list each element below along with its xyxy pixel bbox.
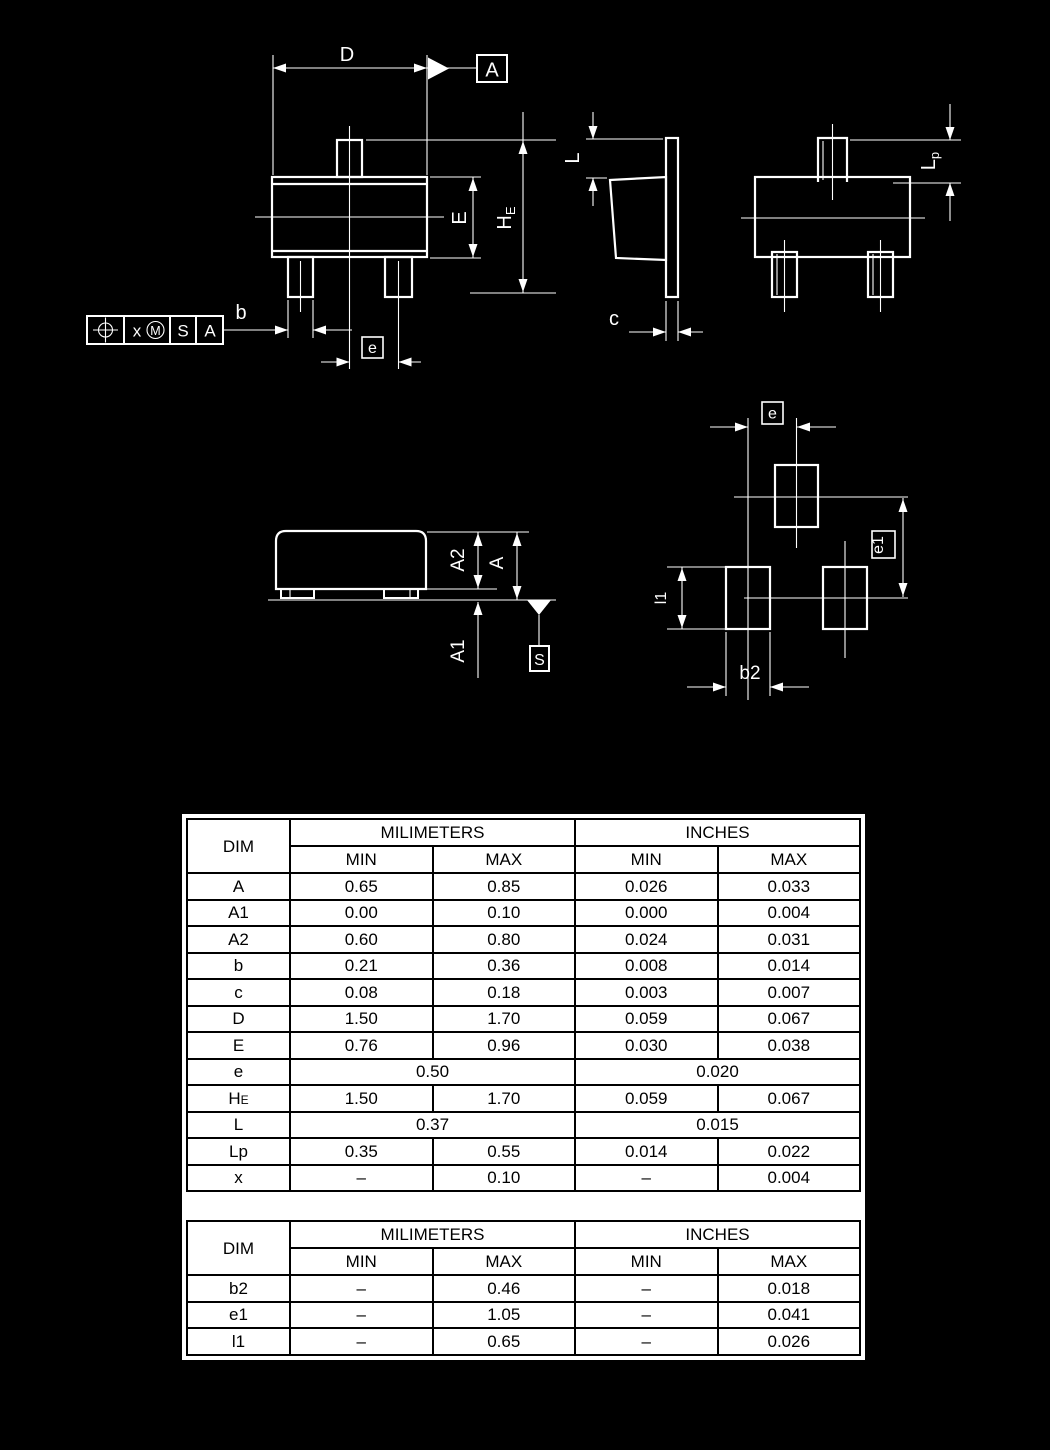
table-cell: 0.65: [290, 873, 433, 900]
table-cell: –: [290, 1275, 433, 1302]
header-mm-min: MIN: [290, 1248, 433, 1275]
dim-label-e: e: [368, 340, 377, 357]
table-header-row: [187, 1221, 860, 1248]
table-cell: 0.76: [290, 1032, 433, 1059]
side-view: [562, 112, 703, 341]
dimension-fp-e: [710, 402, 836, 432]
table-cell: 0.022: [718, 1138, 861, 1165]
table-cell: b2: [187, 1275, 290, 1302]
table-cell: 0.038: [718, 1032, 861, 1059]
table-row: [187, 953, 860, 980]
dim-label-c: c: [609, 308, 619, 330]
table-cell: l1: [187, 1328, 290, 1355]
table-cell: 0.000: [575, 900, 718, 927]
table-row: [187, 1006, 860, 1033]
table-row: [187, 1275, 860, 1302]
table-cell: A2: [187, 926, 290, 953]
table-row: [187, 1059, 860, 1086]
table-row: [187, 1138, 860, 1165]
dim-label-A2: A2: [448, 548, 469, 572]
table-cell: 0.030: [575, 1032, 718, 1059]
dim-label-Lp: $L_p$: [918, 151, 942, 171]
datum-a-label: A: [485, 59, 499, 82]
dim-label-E: E: [449, 211, 471, 225]
table-cell: 0.024: [575, 926, 718, 953]
header-in-max: MAX: [718, 846, 861, 873]
table-cell: 0.65: [433, 1328, 576, 1355]
table-cell: 1.50: [290, 1006, 433, 1033]
table-row: [187, 979, 860, 1006]
table-cell: 0.020: [575, 1059, 860, 1086]
header-dim: DIM: [187, 1221, 290, 1275]
header-inches: INCHES: [575, 1221, 860, 1248]
table-cell: 0.18: [433, 979, 576, 1006]
dimension-table-sheet-1: [182, 814, 865, 1216]
table-cell: A: [187, 873, 290, 900]
table-cell: 0.004: [718, 900, 861, 927]
table-cell: 0.55: [433, 1138, 576, 1165]
dim-label-b2: b2: [739, 663, 761, 684]
datum-s-label: S: [534, 652, 545, 669]
table-row: [187, 1165, 860, 1192]
header-mm-max: MAX: [433, 1248, 576, 1275]
table-cell: 1.05: [433, 1302, 576, 1329]
table-cell: –: [290, 1165, 433, 1192]
dimension-b: [224, 300, 352, 338]
dim-label-A: A: [487, 556, 508, 570]
table-row: [187, 926, 860, 953]
dimension-A1: [448, 602, 483, 678]
header-dim: DIM: [187, 819, 290, 873]
table-row: [187, 873, 860, 900]
dim-label-A1: A1: [448, 639, 469, 663]
table-cell: 0.85: [433, 873, 576, 900]
table-cell: 0.014: [718, 953, 861, 980]
table-cell: 0.60: [290, 926, 433, 953]
header-in-min: MIN: [575, 1248, 718, 1275]
table-header-row: [187, 819, 860, 846]
table-row: [187, 1085, 860, 1112]
table-cell: –: [290, 1302, 433, 1329]
position-tolerance-frame: [87, 316, 223, 344]
dimension-Lp: [850, 104, 961, 221]
land-pattern: [653, 402, 908, 700]
datum-a-flag: [427, 55, 507, 82]
dim-label-e1: e1: [870, 536, 887, 554]
dimension-table-1: [186, 818, 861, 1192]
table-cell: e1: [187, 1302, 290, 1329]
dim-label-b: b: [235, 302, 247, 324]
svg-text:M: M: [150, 323, 161, 338]
rear-view: [741, 104, 961, 312]
dimension-A2: [427, 532, 529, 589]
table-cell: 0.018: [718, 1275, 861, 1302]
table-cell: –: [575, 1328, 718, 1355]
table-cell: 0.96: [433, 1032, 576, 1059]
centerlines: [734, 418, 908, 700]
table-cell: 0.067: [718, 1006, 861, 1033]
header-in-max: MAX: [718, 1248, 861, 1275]
dim-label-D: D: [339, 44, 355, 66]
table-cell: c: [187, 979, 290, 1006]
side-outline: [610, 138, 678, 297]
table-cell: Lp: [187, 1138, 290, 1165]
table-cell: e: [187, 1059, 290, 1086]
table-cell: 0.08: [290, 979, 433, 1006]
profile-outline: [276, 531, 426, 598]
table-cell: 0.059: [575, 1006, 718, 1033]
dim-label-l1: l1: [653, 591, 670, 605]
table-cell: 0.008: [575, 953, 718, 980]
table-cell: 0.35: [290, 1138, 433, 1165]
profile-view: [268, 531, 556, 678]
dim-label-fp-e: e: [768, 405, 777, 423]
table-cell: –: [575, 1275, 718, 1302]
table-cell: 1.50: [290, 1085, 433, 1112]
table-row: [187, 1032, 860, 1059]
table-cell: 0.015: [575, 1112, 860, 1139]
header-inches: INCHES: [575, 819, 860, 846]
dimension-table-2: [186, 1220, 861, 1356]
fcf-tolerance-x: x: [132, 321, 142, 341]
table-cell: 0.36: [433, 953, 576, 980]
table-cell: –: [575, 1302, 718, 1329]
dim-label-L: L: [562, 152, 584, 164]
table-cell: 0.50: [290, 1059, 575, 1086]
table-cell: x: [187, 1165, 290, 1192]
fcf-datum-s: S: [177, 321, 189, 341]
dimension-l1: [653, 567, 729, 629]
table-cell: 0.059: [575, 1085, 718, 1112]
table-cell: 0.46: [433, 1275, 576, 1302]
table-cell: 0.004: [718, 1165, 861, 1192]
table-row: [187, 1112, 860, 1139]
header-mm-max: MAX: [433, 846, 576, 873]
table-cell: 0.067: [718, 1085, 861, 1112]
table-cell: 0.041: [718, 1302, 861, 1329]
table-cell: 0.033: [718, 873, 861, 900]
table-cell: 0.031: [718, 926, 861, 953]
header-mm-min: MIN: [290, 846, 433, 873]
centerlines: [255, 126, 444, 369]
top-view: [87, 44, 556, 369]
dimension-e: [321, 337, 421, 367]
table-cell: b: [187, 953, 290, 980]
table-cell: 0.10: [433, 1165, 576, 1192]
header-millimeters: MILIMETERS: [290, 819, 575, 846]
table-cell: –: [575, 1165, 718, 1192]
dimension-L: [562, 112, 663, 206]
mmc-modifier-icon: [147, 322, 164, 339]
table-cell: 0.007: [718, 979, 861, 1006]
table-cell: 0.10: [433, 900, 576, 927]
dimension-e1: [870, 498, 908, 597]
table-cell: D: [187, 1006, 290, 1033]
table-cell: 0.21: [290, 953, 433, 980]
dimension-c: [609, 301, 703, 341]
position-symbol-icon: [93, 318, 118, 343]
centerlines: [741, 124, 925, 312]
dimension-HE: [366, 112, 556, 293]
table-cell: 1.70: [433, 1006, 576, 1033]
table-cell: L: [187, 1112, 290, 1139]
header-millimeters: MILIMETERS: [290, 1221, 575, 1248]
table-cell: 1.70: [433, 1085, 576, 1112]
table-cell: HE: [187, 1085, 290, 1112]
table-cell: 0.014: [575, 1138, 718, 1165]
table-cell: 0.00: [290, 900, 433, 927]
table-cell: –: [290, 1328, 433, 1355]
dimension-A: [487, 532, 522, 600]
table-cell: E: [187, 1032, 290, 1059]
dim-label-HE: $H_E$: [494, 206, 518, 230]
table-cell: 0.003: [575, 979, 718, 1006]
table-cell: 0.026: [718, 1328, 861, 1355]
table-row: [187, 900, 860, 927]
header-in-min: MIN: [575, 846, 718, 873]
table-cell: 0.80: [433, 926, 576, 953]
dimension-table-sheet-2: [182, 1216, 865, 1360]
table-cell: A1: [187, 900, 290, 927]
fcf-datum-a: A: [204, 321, 216, 341]
table-row: [187, 1302, 860, 1329]
table-row: [187, 1328, 860, 1355]
table-cell: 0.026: [575, 873, 718, 900]
table-cell: 0.37: [290, 1112, 575, 1139]
datum-s-flag: [527, 600, 551, 671]
